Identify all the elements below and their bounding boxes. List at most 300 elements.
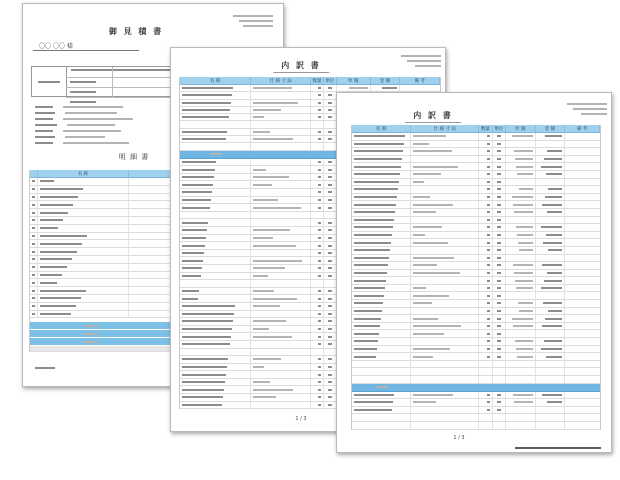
table-cell — [411, 285, 478, 292]
illegible-text — [318, 116, 321, 118]
table-cell — [479, 186, 493, 193]
table-cell — [311, 349, 324, 356]
table-row — [352, 163, 600, 171]
illegible-text — [581, 113, 607, 115]
illegible-text — [513, 264, 533, 266]
table-cell — [493, 156, 506, 163]
table-cell — [324, 235, 337, 242]
table-cell — [411, 346, 478, 353]
table-cell — [180, 386, 251, 393]
table-cell — [536, 277, 566, 284]
table-row — [352, 217, 600, 225]
table-cell — [536, 285, 566, 292]
illegible-text — [32, 180, 35, 182]
table-cell — [411, 148, 478, 155]
illegible-text — [354, 340, 378, 342]
table-cell — [536, 368, 566, 375]
table-cell — [479, 285, 493, 292]
table-cell — [565, 239, 600, 246]
illegible-text — [318, 161, 321, 163]
table-cell — [536, 262, 566, 269]
table-cell — [565, 277, 600, 284]
table-cell — [479, 239, 493, 246]
illegible-text — [253, 229, 290, 231]
table-cell — [180, 181, 251, 188]
table-cell — [565, 292, 600, 299]
illegible-text — [182, 94, 232, 96]
table-cell — [536, 171, 566, 178]
column-header: 備 考 — [565, 125, 600, 132]
illegible-text — [354, 333, 379, 335]
illegible-text — [413, 272, 460, 274]
summary-label — [32, 67, 67, 96]
table-cell — [251, 189, 311, 196]
illegible-text — [487, 173, 490, 175]
illegible-text — [318, 267, 321, 269]
table-cell — [479, 148, 493, 155]
illegible-text — [354, 401, 393, 403]
illegible-text — [487, 181, 490, 183]
table-cell — [493, 209, 506, 216]
illegible-text — [32, 243, 35, 245]
table-cell — [536, 255, 566, 262]
illegible-text — [318, 374, 321, 376]
illegible-text — [328, 245, 332, 247]
table-cell — [180, 197, 251, 204]
illegible-text — [354, 287, 385, 289]
table-cell — [493, 308, 506, 315]
illegible-text — [546, 356, 562, 358]
table-cell — [565, 338, 600, 345]
table-cell — [311, 371, 324, 378]
table-cell — [180, 166, 251, 173]
table-cell — [506, 300, 536, 307]
illegible-text — [354, 181, 399, 183]
table-cell — [324, 204, 337, 211]
table-cell — [411, 330, 478, 337]
illegible-text — [487, 295, 490, 297]
table-cell — [493, 262, 506, 269]
illegible-text — [487, 272, 490, 274]
table-cell — [30, 256, 38, 263]
illegible-text — [514, 272, 533, 274]
illegible-text — [182, 222, 208, 224]
illegible-text — [253, 176, 289, 178]
table-cell — [352, 255, 411, 262]
illegible-text — [253, 245, 296, 247]
illegible-text — [40, 219, 63, 221]
illegible-text — [318, 343, 321, 345]
table-cell — [38, 256, 129, 263]
illegible-text — [354, 356, 376, 358]
table-cell — [180, 303, 251, 310]
illegible-text — [318, 191, 321, 193]
table-cell — [251, 402, 311, 409]
illegible-text — [253, 184, 272, 186]
table-cell — [493, 376, 506, 383]
table-cell — [536, 330, 566, 337]
table-cell — [311, 364, 324, 371]
table-cell — [38, 209, 129, 216]
table-header-row — [352, 125, 600, 133]
table-cell — [493, 392, 506, 399]
illegible-text — [497, 257, 501, 259]
illegible-text — [519, 188, 533, 190]
table-cell — [180, 341, 251, 348]
table-cell — [251, 242, 311, 249]
illegible-text — [413, 264, 437, 266]
table-cell — [251, 114, 311, 120]
table-cell — [565, 156, 600, 163]
table-cell — [251, 85, 311, 91]
table-cell — [180, 394, 251, 401]
table-cell — [493, 330, 506, 337]
table-cell — [479, 224, 493, 231]
table-cell — [352, 194, 411, 201]
illegible-text — [318, 389, 321, 391]
table-cell — [38, 264, 129, 271]
table-cell — [506, 277, 536, 284]
illegible-text — [35, 106, 53, 108]
illegible-text — [328, 267, 332, 269]
illegible-text — [40, 297, 81, 299]
illegible-text — [328, 381, 332, 383]
table-cell — [324, 174, 337, 181]
table-cell — [352, 163, 411, 170]
table-cell — [506, 392, 536, 399]
illegible-text — [407, 60, 441, 62]
table-cell — [180, 204, 251, 211]
illegible-text — [318, 87, 321, 89]
table-cell — [493, 323, 506, 330]
table-cell — [352, 407, 411, 414]
table-cell — [565, 353, 600, 360]
illegible-text — [542, 264, 562, 266]
illegible-text — [328, 275, 332, 277]
illegible-text — [487, 219, 490, 221]
illegible-text — [328, 328, 332, 330]
illegible-text — [497, 135, 501, 137]
table-cell — [536, 232, 566, 239]
illegible-text — [545, 318, 562, 320]
table-cell — [311, 114, 324, 120]
table-cell — [479, 171, 493, 178]
illegible-text — [182, 275, 201, 277]
table-cell — [479, 217, 493, 224]
table-cell — [565, 323, 600, 330]
illegible-text — [413, 295, 449, 297]
table-row — [352, 414, 600, 422]
table-cell — [311, 402, 324, 409]
table-cell — [352, 323, 411, 330]
illegible-text — [354, 188, 398, 190]
table-cell — [352, 232, 411, 239]
illegible-text — [354, 196, 397, 198]
illegible-text — [497, 409, 501, 411]
table-cell — [251, 371, 311, 378]
illegible-text — [354, 158, 402, 160]
illegible-text — [318, 237, 321, 239]
illegible-text — [328, 199, 332, 201]
illegible-text — [519, 249, 533, 251]
table-row — [352, 346, 600, 354]
illegible-text — [487, 226, 490, 228]
illegible-text — [40, 251, 77, 253]
table-cell — [324, 326, 337, 333]
illegible-text — [516, 226, 533, 228]
table-cell — [311, 356, 324, 363]
illegible-text — [497, 173, 501, 175]
illegible-text — [328, 94, 332, 96]
illegible-text — [487, 302, 490, 304]
table-cell — [180, 92, 251, 98]
table-cell — [324, 227, 337, 234]
table-cell — [352, 368, 411, 375]
illegible-text — [497, 302, 501, 304]
illegible-text — [253, 131, 270, 133]
table-cell — [536, 201, 566, 208]
illegible-text — [413, 181, 424, 183]
table-cell — [352, 247, 411, 254]
table-cell — [352, 156, 411, 163]
illegible-text — [497, 143, 501, 145]
table-cell — [311, 166, 324, 173]
table-cell — [30, 330, 150, 337]
illegible-text — [354, 302, 383, 304]
illegible-text — [513, 394, 533, 396]
table-cell — [180, 402, 251, 409]
table-cell — [251, 303, 311, 310]
table-row — [352, 201, 600, 209]
illegible-text — [318, 336, 321, 338]
table-cell — [493, 422, 506, 429]
illegible-text — [253, 320, 286, 322]
illegible-text — [318, 184, 321, 186]
illegible-text — [413, 234, 425, 236]
illegible-text — [546, 234, 562, 236]
table-cell — [180, 136, 251, 142]
table-cell — [352, 179, 411, 186]
illegible-text — [328, 298, 332, 300]
illegible-text — [32, 235, 35, 237]
table-cell — [311, 121, 324, 127]
table-cell — [565, 270, 600, 277]
table-cell — [352, 338, 411, 345]
table-cell — [324, 356, 337, 363]
table-cell — [38, 186, 129, 193]
table-cell — [536, 163, 566, 170]
illegible-text — [497, 310, 501, 312]
illegible-text — [318, 109, 321, 111]
illegible-text — [354, 226, 393, 228]
table-cell — [180, 143, 251, 149]
table-cell — [251, 107, 311, 113]
table-cell — [479, 262, 493, 269]
table-cell — [493, 407, 506, 414]
table-cell — [311, 235, 324, 242]
illegible-text — [328, 161, 332, 163]
illegible-text — [318, 275, 321, 277]
table-cell — [479, 399, 493, 406]
illegible-text — [182, 109, 230, 111]
illegible-text — [253, 396, 276, 398]
table-cell — [411, 300, 478, 307]
issuer-info — [223, 15, 273, 27]
table-cell — [479, 201, 493, 208]
table-cell — [479, 376, 493, 383]
table-cell — [38, 287, 129, 294]
table-cell — [506, 353, 536, 360]
illegible-text — [354, 143, 404, 145]
table-cell — [38, 201, 129, 208]
illegible-text — [354, 173, 400, 175]
illegible-text — [182, 87, 233, 89]
illegible-text — [63, 142, 129, 144]
illegible-text — [382, 87, 397, 89]
illegible-text — [415, 65, 441, 67]
illegible-text — [487, 318, 490, 320]
table-cell — [565, 407, 600, 414]
illegible-text — [354, 234, 392, 236]
illegible-text — [182, 260, 203, 262]
illegible-text — [328, 176, 332, 178]
illegible-text — [182, 237, 206, 239]
illegible-text — [487, 188, 490, 190]
table-cell — [411, 171, 478, 178]
table-cell — [180, 379, 251, 386]
table-cell — [479, 422, 493, 429]
table-row — [352, 392, 600, 400]
illegible-text — [546, 173, 562, 175]
table-cell — [565, 194, 600, 201]
table-cell — [565, 133, 600, 140]
table-cell — [506, 368, 536, 375]
table-cell — [180, 159, 251, 166]
illegible-text — [516, 348, 533, 350]
illegible-text — [318, 260, 321, 262]
table-cell — [180, 174, 251, 181]
illegible-text — [547, 211, 562, 213]
illegible-text — [542, 325, 562, 327]
illegible-text — [182, 328, 232, 330]
table-cell — [565, 232, 600, 239]
illegible-text — [318, 366, 321, 368]
illegible-text — [497, 158, 501, 160]
table-cell — [479, 292, 493, 299]
illegible-text — [413, 226, 442, 228]
illegible-text — [517, 356, 533, 358]
table-cell — [411, 217, 478, 224]
illegible-text — [573, 108, 607, 110]
table-cell — [565, 163, 600, 170]
illegible-text — [517, 173, 533, 175]
table-cell — [493, 292, 506, 299]
table-cell — [506, 270, 536, 277]
table-header-row — [180, 77, 440, 85]
illegible-text — [413, 166, 458, 168]
table-cell — [352, 414, 411, 421]
illegible-text — [253, 199, 278, 201]
illegible-text — [545, 196, 562, 198]
illegible-text — [497, 318, 501, 320]
table-cell — [493, 361, 506, 368]
table-cell — [536, 353, 566, 360]
table-cell — [180, 257, 251, 264]
illegible-text — [413, 318, 438, 320]
table-cell — [324, 341, 337, 348]
table-row — [352, 407, 600, 415]
table-cell — [493, 255, 506, 262]
table-cell — [493, 141, 506, 148]
table-cell — [251, 181, 311, 188]
illegible-text — [354, 318, 381, 320]
illegible-text — [328, 396, 332, 398]
section-row — [352, 384, 600, 392]
table-cell — [324, 121, 337, 127]
illegible-text — [487, 401, 490, 403]
table-cell — [30, 178, 38, 185]
table-cell — [324, 92, 337, 98]
table-cell — [324, 371, 337, 378]
illegible-text — [413, 287, 426, 289]
illegible-text — [182, 131, 227, 133]
table-row — [352, 255, 600, 263]
table-cell — [180, 333, 251, 340]
table-cell — [324, 136, 337, 142]
summary-divider — [112, 67, 113, 77]
table-cell — [251, 92, 311, 98]
table-cell — [411, 407, 478, 414]
table-cell — [506, 323, 536, 330]
page-title: 内 訳 書 — [273, 60, 329, 73]
table-cell — [411, 224, 478, 231]
illegible-text — [32, 282, 35, 284]
project-info — [35, 104, 175, 146]
table-cell — [251, 129, 311, 135]
table-cell — [506, 376, 536, 383]
issuer-info — [559, 103, 607, 115]
illegible-text — [40, 305, 76, 307]
table-cell — [479, 323, 493, 330]
table-cell — [536, 247, 566, 254]
illegible-text — [253, 381, 270, 383]
illegible-text — [182, 298, 198, 300]
table-cell — [251, 386, 311, 393]
illegible-text — [253, 328, 269, 330]
table-cell — [411, 399, 478, 406]
table-cell — [324, 189, 337, 196]
illegible-text — [497, 249, 501, 251]
illegible-text — [233, 15, 273, 17]
table-cell — [180, 114, 251, 120]
table-cell — [324, 143, 337, 149]
table-cell — [411, 376, 478, 383]
table-cell — [536, 361, 566, 368]
table-cell — [180, 273, 251, 280]
illegible-text — [487, 310, 490, 312]
table-cell — [180, 107, 251, 113]
table-cell — [479, 361, 493, 368]
table-cell — [565, 171, 600, 178]
table-cell — [536, 422, 566, 429]
table-cell — [311, 143, 324, 149]
illegible-text — [544, 280, 562, 282]
illegible-text — [516, 166, 533, 168]
table-cell — [479, 414, 493, 421]
table-cell — [38, 225, 129, 232]
table-cell — [324, 257, 337, 264]
table-cell — [565, 300, 600, 307]
